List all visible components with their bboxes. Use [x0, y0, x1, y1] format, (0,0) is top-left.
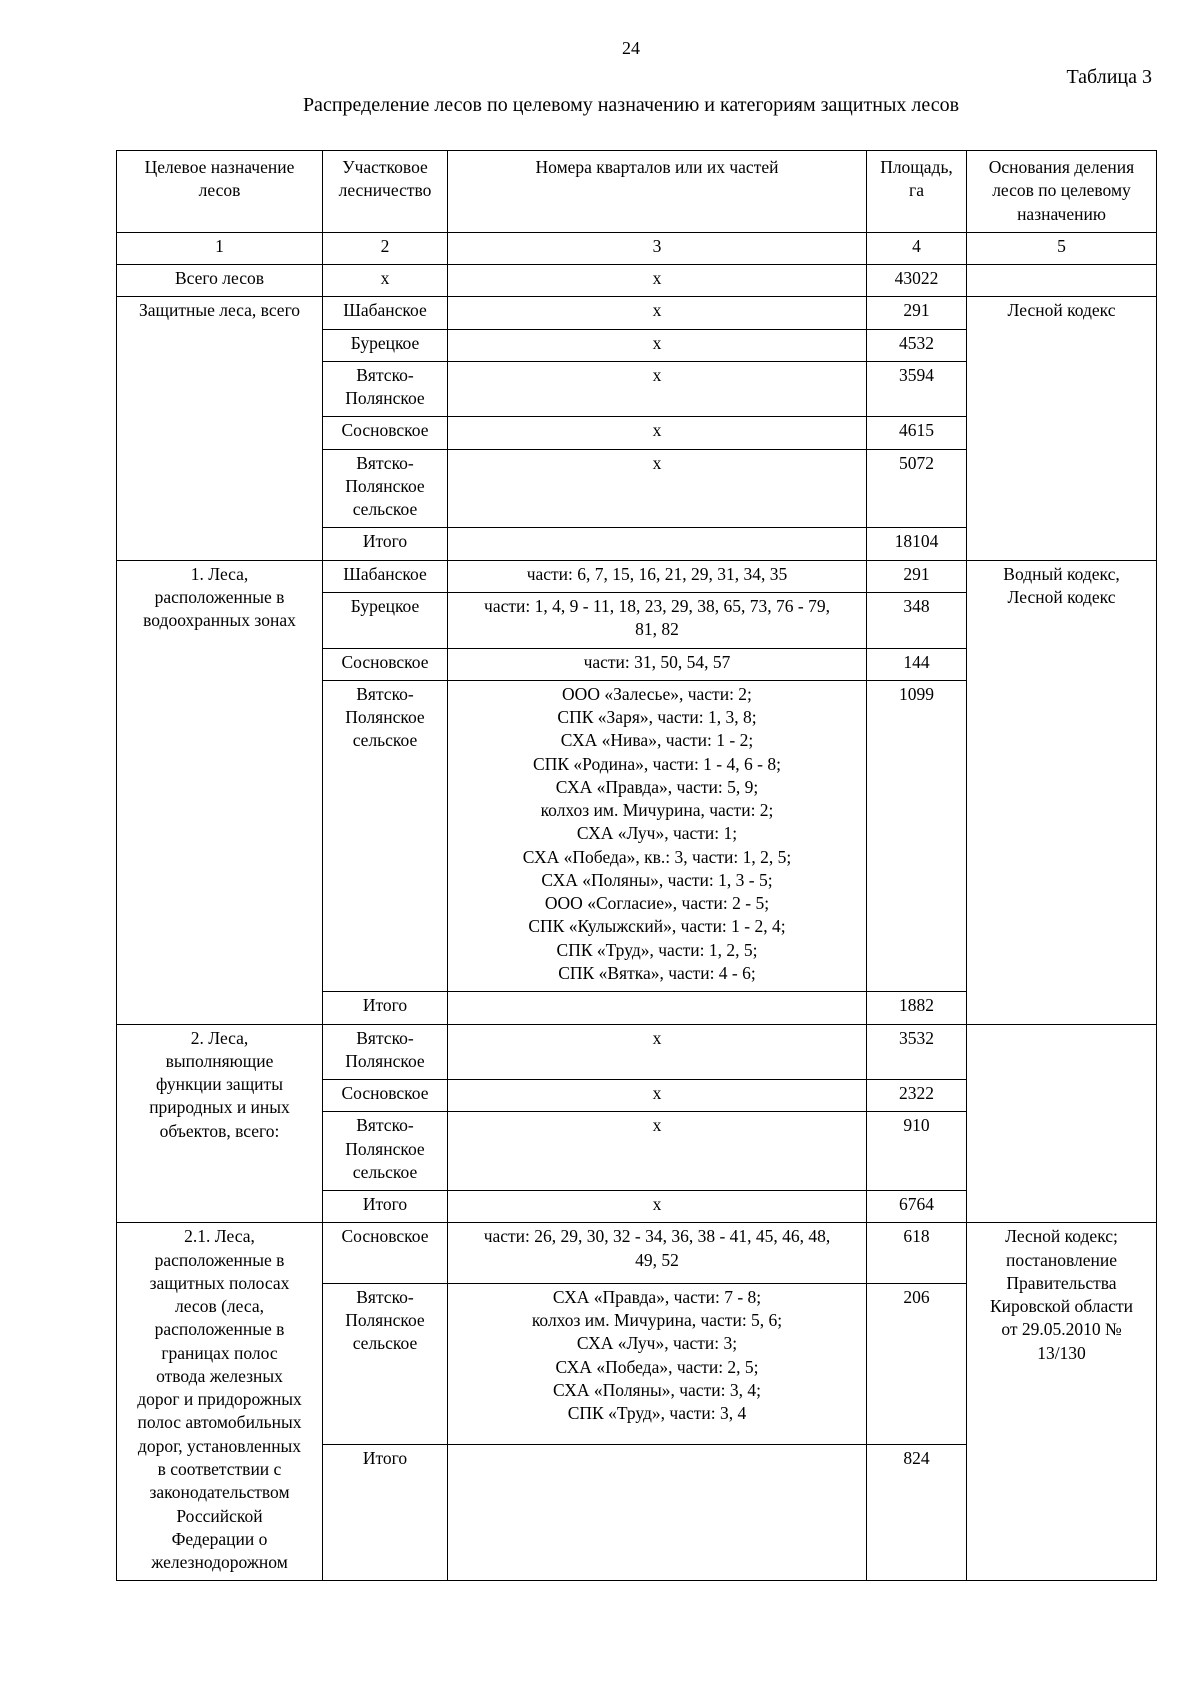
- row-forestry: Сосновское: [323, 1223, 448, 1283]
- total-forestry: x: [323, 265, 448, 297]
- total-basis: [967, 265, 1157, 297]
- row-quarters: x: [448, 1191, 867, 1223]
- row-quarters: x: [448, 1080, 867, 1112]
- row-quarters: части: 31, 50, 54, 57: [448, 648, 867, 680]
- row-area: 348: [867, 592, 967, 648]
- row-area: 206: [867, 1283, 967, 1445]
- header-forestry: Участковое лесничество: [323, 151, 448, 233]
- header-purpose: Целевое назначение лесов: [117, 151, 323, 233]
- row-forestry: Шабанское: [323, 297, 448, 329]
- column-number: 3: [448, 232, 867, 264]
- column-number: 1: [117, 232, 323, 264]
- group-purpose: 1. Леса, расположенные в водоохранных зонах: [117, 560, 323, 1024]
- row-area: 2322: [867, 1080, 967, 1112]
- row-quarters: x: [448, 449, 867, 528]
- total-purpose: Всего лесов: [117, 265, 323, 297]
- group-purpose: 2. Леса, выполняющие функции защиты природных и иных объектов, всего:: [117, 1024, 323, 1223]
- row-forestry: Итого: [323, 528, 448, 560]
- row-area: 291: [867, 297, 967, 329]
- row-forestry: Вятско- Полянское сельское: [323, 449, 448, 528]
- row-quarters: части: 1, 4, 9 - 11, 18, 23, 29, 38, 65, 73, 76 - 79, 81, 82: [448, 592, 867, 648]
- row-quarters: x: [448, 329, 867, 361]
- row-forestry: Итого: [323, 1445, 448, 1581]
- row-quarters: части: 26, 29, 30, 32 - 34, 36, 38 - 41, 45, 46, 48, 49, 52: [448, 1223, 867, 1283]
- forest-distribution-table: [116, 150, 1157, 1581]
- row-forestry: Сосновское: [323, 1080, 448, 1112]
- group-purpose: 2.1. Леса, расположенные в защитных полосах лесов (леса, расположенные в границах полос отвода железных дорог и придорожных полос автомобильных дорог, установленных в соответствии с законодательством Российской Федерации о железнодорожном: [117, 1223, 323, 1581]
- table-row: [117, 560, 1157, 592]
- row-forestry: Вятско- Полянское: [323, 361, 448, 417]
- header-row: [117, 151, 1157, 233]
- row-forestry: Вятско- Полянское сельское: [323, 1112, 448, 1191]
- column-number: 2: [323, 232, 448, 264]
- group-purpose: Защитные леса, всего: [117, 297, 323, 560]
- row-area: 1882: [867, 992, 967, 1024]
- column-number-row: [117, 232, 1157, 264]
- table-row: [117, 1024, 1157, 1080]
- column-number: 5: [967, 232, 1157, 264]
- row-forestry: Бурецкое: [323, 592, 448, 648]
- row-area: 3532: [867, 1024, 967, 1080]
- row-area: 618: [867, 1223, 967, 1283]
- row-area: 4532: [867, 329, 967, 361]
- row-area: 1099: [867, 680, 967, 991]
- row-forestry: Сосновское: [323, 648, 448, 680]
- row-forestry: Бурецкое: [323, 329, 448, 361]
- table-label: Таблица 3: [1066, 66, 1152, 88]
- header-quarters: Номера кварталов или их частей: [448, 151, 867, 233]
- row-quarters: x: [448, 417, 867, 449]
- document-title: Распределение лесов по целевому назначению и категориям защитных лесов: [302, 94, 960, 116]
- header-area: Площадь, га: [867, 151, 967, 233]
- row-area: 4615: [867, 417, 967, 449]
- row-area: 6764: [867, 1191, 967, 1223]
- row-quarters: СХА «Правда», части: 7 - 8; колхоз им. Мичурина, части: 5, 6; СХА «Луч», части: 3; СХА «Победа», части: 2, 5; СХА «Поляны», части: 3, 4; СПК «Труд», части: 3, 4: [448, 1283, 867, 1445]
- row-forestry: Шабанское: [323, 560, 448, 592]
- group-basis: Лесной кодекс; постановление Правительства Кировской области от 29.05.2010 № 13/130: [967, 1223, 1157, 1581]
- row-area: 144: [867, 648, 967, 680]
- row-area: 824: [867, 1445, 967, 1581]
- column-number: 4: [867, 232, 967, 264]
- total-area: 43022: [867, 265, 967, 297]
- row-forestry: Вятско- Полянское: [323, 1024, 448, 1080]
- row-forestry: Вятско- Полянское сельское: [323, 680, 448, 991]
- group-basis: [967, 1024, 1157, 1223]
- table-row: [117, 297, 1157, 329]
- row-quarters: x: [448, 361, 867, 417]
- row-area: 18104: [867, 528, 967, 560]
- row-quarters: [448, 1445, 867, 1581]
- total-quarters: x: [448, 265, 867, 297]
- row-quarters: ООО «Залесье», части: 2; СПК «Заря», части: 1, 3, 8; СХА «Нива», части: 1 - 2; СПК «Родина», части: 1 - 4, 6 - 8; СХА «Правда», части: 5, 9; колхоз им. Мичурина, части: 2; СХА «Луч», части: 1; СХА «Победа», кв.: 3, части: 1, 2, 5; СХА «Поляны», части: 1, 3 - 5; ООО «Согласие», части: 2 - 5; СПК «Кулыжский», части: 1 - 2, 4; СПК «Труд», части: 1, 2, 5; СПК «Вятка», части: 4 - 6;: [448, 680, 867, 991]
- row-quarters: [448, 528, 867, 560]
- row-quarters: x: [448, 297, 867, 329]
- total-row: [117, 265, 1157, 297]
- row-quarters: части: 6, 7, 15, 16, 21, 29, 31, 34, 35: [448, 560, 867, 592]
- header-basis: Основания деления лесов по целевому назначению: [967, 151, 1157, 233]
- row-forestry: Сосновское: [323, 417, 448, 449]
- row-quarters: x: [448, 1024, 867, 1080]
- group-basis: Водный кодекс, Лесной кодекс: [967, 560, 1157, 1024]
- page-number: 24: [622, 38, 640, 58]
- row-quarters: x: [448, 1112, 867, 1191]
- row-quarters: [448, 992, 867, 1024]
- row-forestry: Итого: [323, 992, 448, 1024]
- table-row: [117, 1223, 1157, 1283]
- group-basis: Лесной кодекс: [967, 297, 1157, 560]
- row-area: 5072: [867, 449, 967, 528]
- row-area: 291: [867, 560, 967, 592]
- row-area: 3594: [867, 361, 967, 417]
- row-area: 910: [867, 1112, 967, 1191]
- row-forestry: Вятско- Полянское сельское: [323, 1283, 448, 1445]
- row-forestry: Итого: [323, 1191, 448, 1223]
